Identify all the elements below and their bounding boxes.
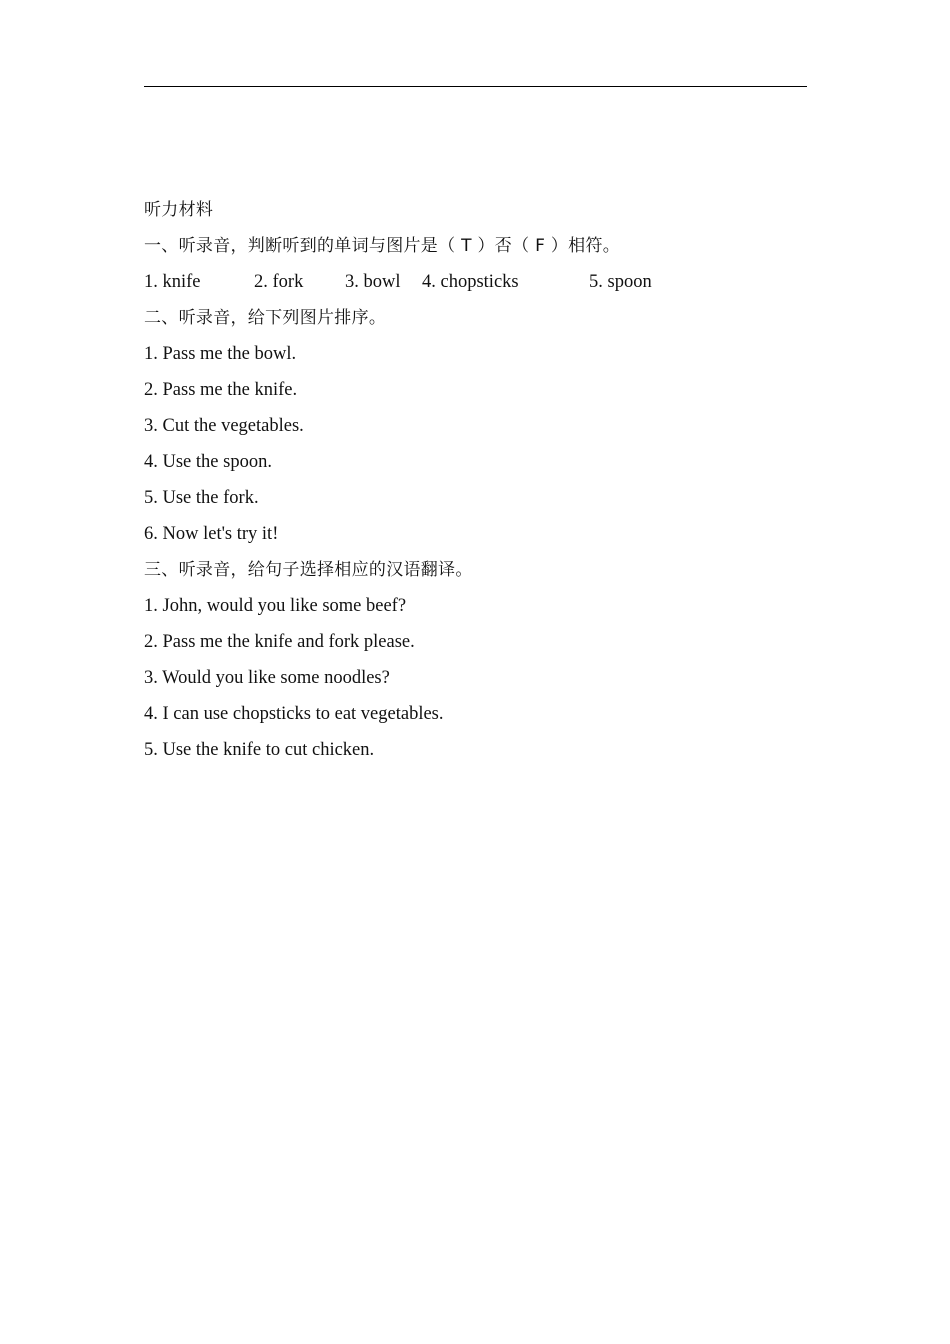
section-title: 听力材料 <box>144 200 214 220</box>
word-item: 3. bowl <box>345 272 401 292</box>
part2-sentence: 5. Use the fork. <box>144 488 259 508</box>
part3-sentence: 5. Use the knife to cut chicken. <box>144 740 375 760</box>
part3-heading: 三、听录音，给句子选择相应的汉语翻译。 <box>144 560 473 580</box>
part1-heading: 一、听录音，判断听到的单词与图片是（ T ）否（ F ）相符。 <box>144 236 621 256</box>
part3-sentence: 4. I can use chopsticks to eat vegetables. <box>144 704 444 724</box>
document-body <box>144 196 807 772</box>
part1-word-list <box>144 268 807 304</box>
part2-sentence: 4. Use the spoon. <box>144 452 272 472</box>
word-item: 4. chopsticks <box>422 272 519 292</box>
word-item: 5. spoon <box>589 272 652 292</box>
header-rule <box>144 86 807 87</box>
part2-sentence: 3. Cut the vegetables. <box>144 416 304 436</box>
part3-sentence: 1. John, would you like some beef? <box>144 596 407 616</box>
part2-sentence: 1. Pass me the bowl. <box>144 344 297 364</box>
part3-sentence: 3. Would you like some noodles? <box>144 668 390 688</box>
part2-heading: 二、听录音，给下列图片排序。 <box>144 308 387 328</box>
part2-sentence: 6. Now let's try it! <box>144 524 279 544</box>
part3-sentence: 2. Pass me the knife and fork please. <box>144 632 415 652</box>
word-item: 2. fork <box>254 272 304 292</box>
part2-sentence: 2. Pass me the knife. <box>144 380 298 400</box>
word-item: 1. knife <box>144 272 201 292</box>
